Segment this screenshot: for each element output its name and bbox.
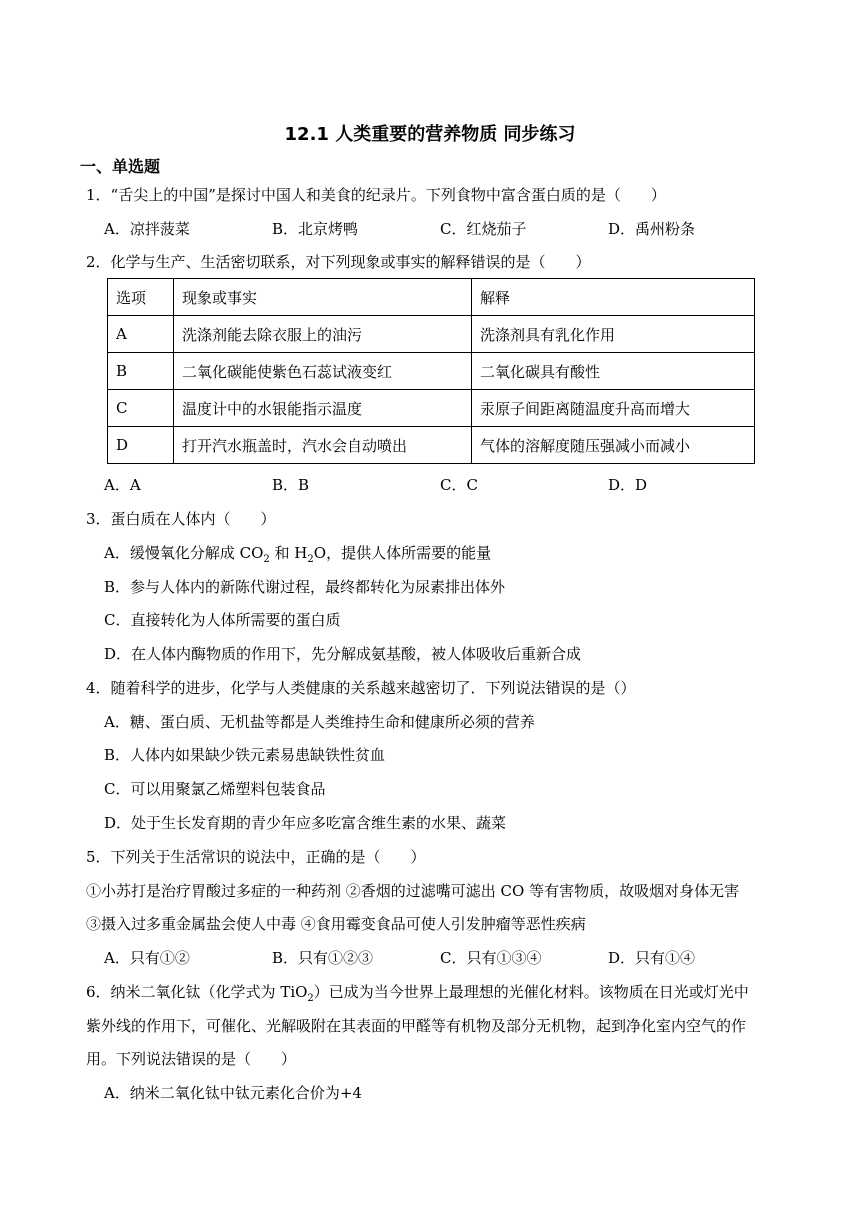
q2-option-a[interactable]: A．A [104,476,141,494]
q6-stem-line3: 用。下列说法错误的是（ ） [86,1050,297,1068]
table-cell: B [108,353,174,390]
q6-stem-line2: 紫外线的作用下，可催化、光解吸附在其表面的甲醛等有机物及部分无机物，起到净化室内空气的作 [86,1017,747,1035]
q6-text: ）已成为当今世界上最理想的光催化材料。该物质在日光或灯光中 [313,983,749,1001]
table-cell: 洗涤剂能去除衣服上的油污 [174,316,472,353]
q5-stem: 5．下列关于生活常识的说法中，正确的是（ ） [86,848,426,866]
table-row [108,390,755,427]
q1-option-c[interactable]: C．红烧茄子 [440,220,527,238]
q3-option-a-text: A．缓慢氧化分解成 CO [104,544,264,562]
q6-text: 6．纳米二氧化钛（化学式为 TiO [86,983,308,1001]
q4-stem: 4．随着科学的进步，化学与人类健康的关系越来越密切了．下列说法错误的是（） [86,679,636,697]
q5-option-a[interactable]: A．只有①② [104,949,190,967]
table-row [108,316,755,353]
q3-option-c[interactable]: C．直接转化为人体所需要的蛋白质 [104,611,341,629]
q4-option-b[interactable]: B．人体内如果缺少铁元素易患缺铁性贫血 [104,746,386,764]
table-header-cell: 现象或事实 [174,279,472,316]
q3-option-a[interactable] [104,542,491,565]
q1-option-a[interactable]: A．凉拌菠菜 [104,220,190,238]
q1-options [104,218,776,239]
q3-option-b[interactable]: B．参与人体内的新陈代谢过程，最终都转化为尿素排出体外 [104,578,506,596]
table-cell: 打开汽水瓶盖时，汽水会自动喷出 [174,427,472,464]
subscript: 2 [307,993,314,1004]
table-cell: A [108,316,174,353]
table-row [108,427,755,464]
table-cell: D [108,427,174,464]
table-cell: 气体的溶解度随压强减小而减小 [472,427,755,464]
q4-option-c[interactable]: C．可以用聚氯乙烯塑料包装食品 [104,780,326,798]
q3-option-a-text: O，提供人体所需要的能量 [313,544,492,562]
table-cell: 洗涤剂具有乳化作用 [472,316,755,353]
q2-option-d[interactable]: D．D [608,476,648,494]
q1-stem: 1．“舌尖上的中国”是探讨中国人和美食的纪录片。下列食物中富含蛋白质的是（ ） [86,186,666,204]
q5-statements-line1: ①小苏打是治疗胃酸过多症的一种药剂 ②香烟的过滤嘴可滤出 CO 等有害物质，故吸烟对身体无害 [86,882,740,900]
q4-option-d[interactable]: D．处于生长发育期的青少年应多吃富含维生素的水果、蔬菜 [104,814,507,832]
table-header-cell: 选项 [108,279,174,316]
q6-option-a[interactable]: A．纳米二氧化钛中钛元素化合价为+4 [104,1084,362,1102]
q3-stem: 3．蛋白质在人体内（ ） [86,510,276,528]
subscript: 2 [307,554,314,565]
q2-options [104,474,776,495]
q5-statements-line2: ③摄入过多重金属盐会使人中毒 ④食用霉变食品可使人引发肿瘤等恶性疾病 [86,915,586,933]
q2-option-b[interactable]: B．B [272,476,310,494]
q3-option-d[interactable]: D．在人体内酶物质的作用下，先分解成氨基酸，被人体吸收后重新合成 [104,645,582,663]
table-cell: 二氧化碳具有酸性 [472,353,755,390]
q1-option-b[interactable]: B．北京烤鸭 [272,220,359,238]
subscript: 2 [263,554,270,565]
q2-table [107,278,755,464]
table-cell: C [108,390,174,427]
q6-stem-line1 [86,981,749,1004]
q5-option-c[interactable]: C．只有①③④ [440,949,542,967]
q2-stem: 2．化学与生产、生活密切联系，对下列现象或事实的解释错误的是（ ） [86,253,591,271]
q5-option-b[interactable]: B．只有①②③ [272,949,374,967]
table-cell: 二氧化碳能使紫色石蕊试液变红 [174,353,472,390]
table-header-row [108,279,755,316]
table-row [108,353,755,390]
q3-option-a-text: 和 H [269,544,308,562]
q2-option-c[interactable]: C．C [440,476,478,494]
q5-option-d[interactable]: D．只有①④ [608,949,696,967]
section-heading: 一、单选题 [80,157,161,176]
table-header-cell: 解释 [472,279,755,316]
page-title: 12.1 人类重要的营养物质 同步练习 [284,124,576,145]
q5-options [104,947,776,968]
table-cell: 温度计中的水银能指示温度 [174,390,472,427]
q4-option-a[interactable]: A．糖、蛋白质、无机盐等都是人类维持生命和健康所必须的营养 [104,713,535,731]
q1-option-d[interactable]: D．禹州粉条 [608,220,696,238]
table-cell: 汞原子间距离随温度升高而增大 [472,390,755,427]
